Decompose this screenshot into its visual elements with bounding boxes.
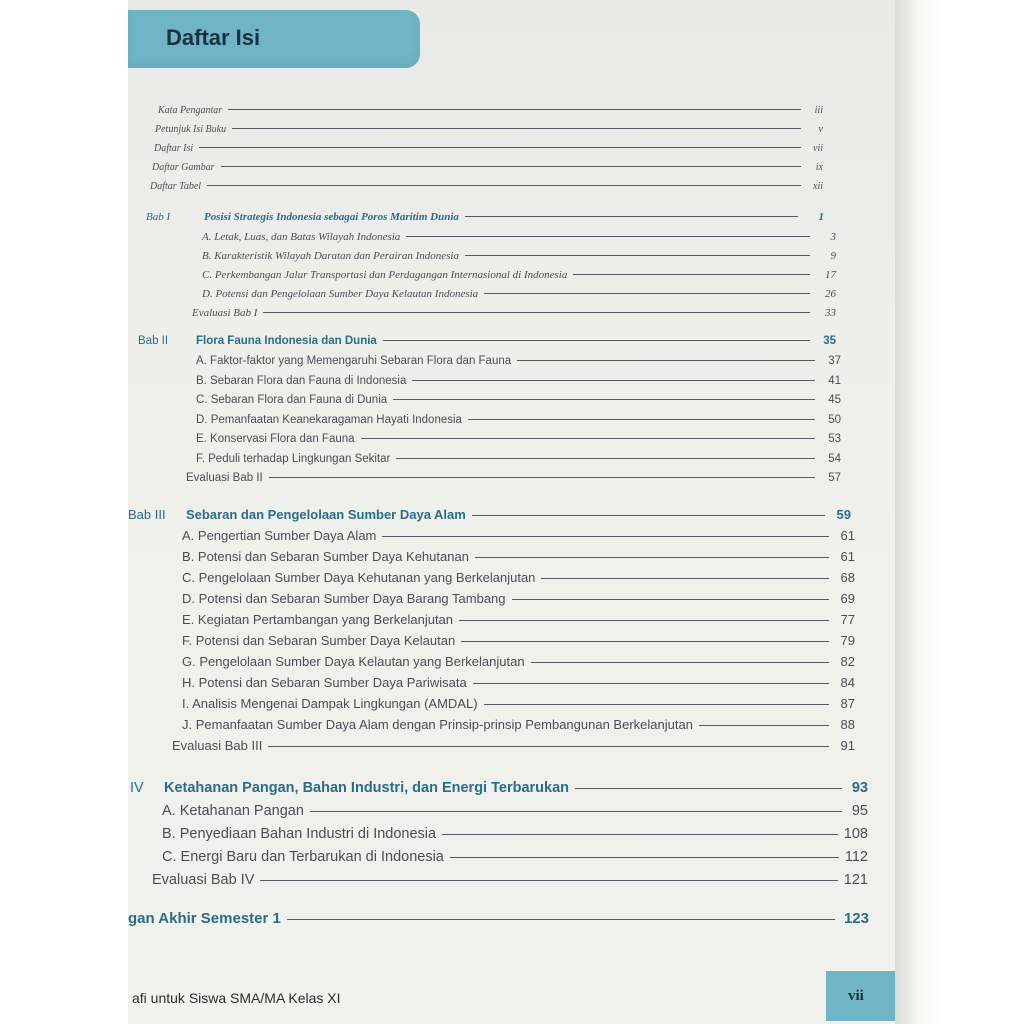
entry-label: C. Perkembangan Jalur Transportasi dan Perdagangan Internasional di Indonesia — [202, 269, 568, 281]
entry-label: E. Konservasi Flora dan Fauna — [196, 433, 355, 445]
leader-line — [459, 620, 829, 621]
toc-entry-section — [202, 231, 836, 243]
entry-label: Daftar Gambar — [152, 162, 215, 173]
page-number: 9 — [830, 250, 836, 262]
leader-line — [412, 380, 815, 381]
toc-entry-section — [196, 414, 841, 426]
leader-line — [512, 599, 829, 600]
toc-entry-section — [182, 696, 855, 711]
page-number: iii — [814, 105, 823, 116]
footer-book-title: afi untuk Siswa SMA/MA Kelas XI — [132, 990, 341, 1006]
entry-label: B. Karakteristik Wilayah Daratan dan Perairan Indonesia — [202, 250, 459, 262]
leader-line — [573, 274, 810, 275]
entry-label: Evaluasi Bab III — [172, 738, 263, 753]
toc-entry-front — [154, 143, 823, 154]
footer-page-number: vii — [848, 988, 864, 1004]
leader-line — [531, 662, 829, 663]
page-number: 50 — [828, 414, 841, 426]
page-number: 112 — [844, 849, 868, 865]
toc-entry-section — [182, 654, 855, 669]
toc-chapter-heading — [130, 780, 868, 796]
chapter-title: gan Akhir Semester 1 — [128, 910, 281, 927]
chapter-title: Posisi Strategis Indonesia sebagai Poros Maritim Dunia — [204, 211, 459, 223]
toc-chapter-heading — [138, 335, 836, 347]
toc-entry-section — [182, 717, 855, 732]
page-number: 57 — [828, 472, 841, 484]
leader-line — [228, 109, 801, 110]
chapter-number: Bab III — [128, 507, 166, 522]
leader-line — [484, 293, 810, 294]
leader-line — [406, 236, 810, 237]
page-number: 59 — [836, 507, 851, 522]
entry-label: A. Letak, Luas, dan Batas Wilayah Indonesia — [202, 231, 401, 243]
entry-label: Evaluasi Bab II — [186, 472, 263, 484]
leader-line — [473, 683, 829, 684]
leader-line — [465, 255, 810, 256]
chapter-number: Bab II — [138, 335, 169, 347]
page-number: 54 — [828, 453, 841, 465]
leader-line — [287, 919, 835, 920]
page-number: ix — [815, 162, 823, 173]
toc-entry-section — [202, 250, 836, 262]
page-number: 26 — [825, 288, 836, 300]
leader-line — [475, 557, 829, 558]
leader-line — [699, 725, 829, 726]
leader-line — [575, 788, 842, 789]
leader-line — [517, 360, 815, 361]
toc-entry-front — [152, 162, 823, 173]
leader-line — [268, 746, 829, 747]
entry-label: Kata Pengantar — [158, 105, 223, 116]
entry-label: A. Pengertian Sumber Daya Alam — [182, 528, 377, 543]
page-number: 84 — [840, 675, 855, 690]
toc-entry-section — [182, 570, 855, 585]
entry-label: D. Potensi dan Sebaran Sumber Daya Barang Tambang — [182, 591, 506, 606]
page-number: 61 — [840, 528, 855, 543]
page-number: 87 — [840, 696, 855, 711]
entry-label: F. Potensi dan Sebaran Sumber Daya Kelautan — [182, 633, 456, 648]
page-number: 53 — [828, 433, 841, 445]
leader-line — [450, 857, 839, 858]
entry-label: C. Sebaran Flora dan Fauna di Dunia — [196, 394, 388, 406]
page-number: 82 — [840, 654, 855, 669]
entry-label: Daftar Isi — [154, 143, 194, 154]
toc-entry-section — [196, 453, 841, 465]
toc-entry-evaluation — [192, 307, 836, 319]
page-number: 91 — [840, 738, 855, 753]
leader-line — [465, 216, 798, 217]
leader-line — [221, 166, 801, 167]
entry-label: D. Pemanfaatan Keanekaragaman Hayati Indonesia — [196, 414, 462, 426]
toc-entry-evaluation — [186, 472, 841, 484]
page-number: 77 — [840, 612, 855, 627]
toc-entry-section — [162, 803, 868, 819]
toc-entry-section — [182, 675, 855, 690]
entry-label: A. Ketahanan Pangan — [162, 803, 304, 819]
toc-entry-section — [182, 549, 855, 564]
toc-entry-section — [162, 826, 868, 842]
leader-line — [269, 477, 815, 478]
entry-label: Daftar Tabel — [150, 181, 202, 192]
toc-page — [128, 0, 895, 1024]
page-number: 45 — [828, 394, 841, 406]
toc-entry-front — [155, 124, 823, 135]
leader-line — [260, 880, 837, 881]
entry-label: Petunjuk Isi Buku — [155, 124, 227, 135]
leader-line — [541, 578, 829, 579]
page-number: 68 — [840, 570, 855, 585]
toc-entry-section — [196, 355, 841, 367]
title-banner — [128, 10, 420, 68]
leader-line — [472, 515, 825, 516]
leader-line — [310, 811, 842, 812]
entry-label: C. Pengelolaan Sumber Daya Kehutanan yang Berkelanjutan — [182, 570, 536, 585]
entry-label: Evaluasi Bab I — [192, 307, 258, 319]
chapter-title: Sebaran dan Pengelolaan Sumber Daya Alam — [186, 507, 466, 522]
leader-line — [232, 128, 801, 129]
leader-line — [383, 340, 810, 341]
page-edge-shadow — [895, 0, 1024, 1024]
leader-line — [207, 185, 801, 186]
toc-entry-final — [128, 910, 869, 927]
chapter-number: Bab I — [146, 211, 171, 223]
page-number: 93 — [851, 780, 868, 796]
toc-entry-front — [150, 181, 823, 192]
page-number: 3 — [830, 231, 836, 243]
leader-line — [461, 641, 829, 642]
page-number: 121 — [843, 872, 868, 888]
page-number: vii — [813, 143, 823, 154]
toc-entry-front — [158, 105, 823, 116]
page-number: 17 — [825, 269, 836, 281]
toc-entry-section — [162, 849, 868, 865]
chapter-title: Ketahanan Pangan, Bahan Industri, dan Energi Terbarukan — [164, 780, 570, 796]
toc-entry-section — [196, 394, 841, 406]
page-title: Daftar Isi — [166, 25, 261, 50]
toc-entry-evaluation — [172, 738, 855, 753]
toc-entry-section — [196, 375, 841, 387]
entry-label: H. Potensi dan Sebaran Sumber Daya Pariwisata — [182, 675, 467, 690]
entry-label: A. Faktor-faktor yang Memengaruhi Sebaran Flora dan Fauna — [196, 355, 512, 367]
entry-label: D. Potensi dan Pengelolaan Sumber Daya Kelautan Indonesia — [202, 288, 479, 300]
entry-label: C. Energi Baru dan Terbarukan di Indonesia — [162, 849, 444, 865]
leader-line — [393, 399, 815, 400]
page-number: 41 — [828, 375, 841, 387]
leader-line — [263, 312, 810, 313]
page-number: v — [818, 124, 823, 135]
page-number: 88 — [840, 717, 855, 732]
toc-entry-evaluation — [152, 872, 868, 888]
toc-chapter-heading — [128, 507, 851, 522]
toc-entry-section — [202, 269, 836, 281]
leader-line — [468, 419, 815, 420]
chapter-title: Flora Fauna Indonesia dan Dunia — [196, 335, 377, 347]
page-number: 35 — [823, 335, 836, 347]
page-number: 69 — [840, 591, 855, 606]
entry-label: F. Peduli terhadap Lingkungan Sekitar — [196, 453, 391, 465]
page-number: 95 — [851, 803, 868, 819]
chapter-number: IV — [130, 780, 144, 796]
leader-line — [396, 458, 815, 459]
page-number: 123 — [843, 910, 869, 927]
entry-label: I. Analisis Mengenai Dampak Lingkungan (AMDAL) — [182, 696, 478, 711]
entry-label: B. Penyediaan Bahan Industri di Indonesia — [162, 826, 437, 842]
entry-label: B. Potensi dan Sebaran Sumber Daya Kehutanan — [182, 549, 469, 564]
leader-line — [361, 438, 815, 439]
entry-label: Evaluasi Bab IV — [152, 872, 255, 888]
entry-label: B. Sebaran Flora dan Fauna di Indonesia — [196, 375, 407, 387]
leader-line — [382, 536, 829, 537]
toc-entry-section — [202, 288, 836, 300]
entry-label: E. Kegiatan Pertambangan yang Berkelanjutan — [182, 612, 454, 627]
page-number: 33 — [825, 307, 836, 319]
toc-entry-section — [182, 528, 855, 543]
toc-entry-section — [182, 591, 855, 606]
leader-line — [442, 834, 838, 835]
page-number: 108 — [843, 826, 868, 842]
page-number: 79 — [840, 633, 855, 648]
page-number: 61 — [840, 549, 855, 564]
leader-line — [484, 704, 829, 705]
leader-line — [199, 147, 801, 148]
page-number: 1 — [818, 211, 824, 223]
page-number: 37 — [828, 355, 841, 367]
toc-entry-section — [182, 612, 855, 627]
toc-entry-section — [182, 633, 855, 648]
entry-label: J. Pemanfaatan Sumber Daya Alam dengan Prinsip-prinsip Pembangunan Berkelanjutan — [182, 717, 693, 732]
entry-label: G. Pengelolaan Sumber Daya Kelautan yang Berkelanjutan — [182, 654, 525, 669]
toc-entry-section — [196, 433, 841, 445]
page-number: xii — [813, 181, 823, 192]
toc-chapter-heading — [146, 211, 824, 223]
